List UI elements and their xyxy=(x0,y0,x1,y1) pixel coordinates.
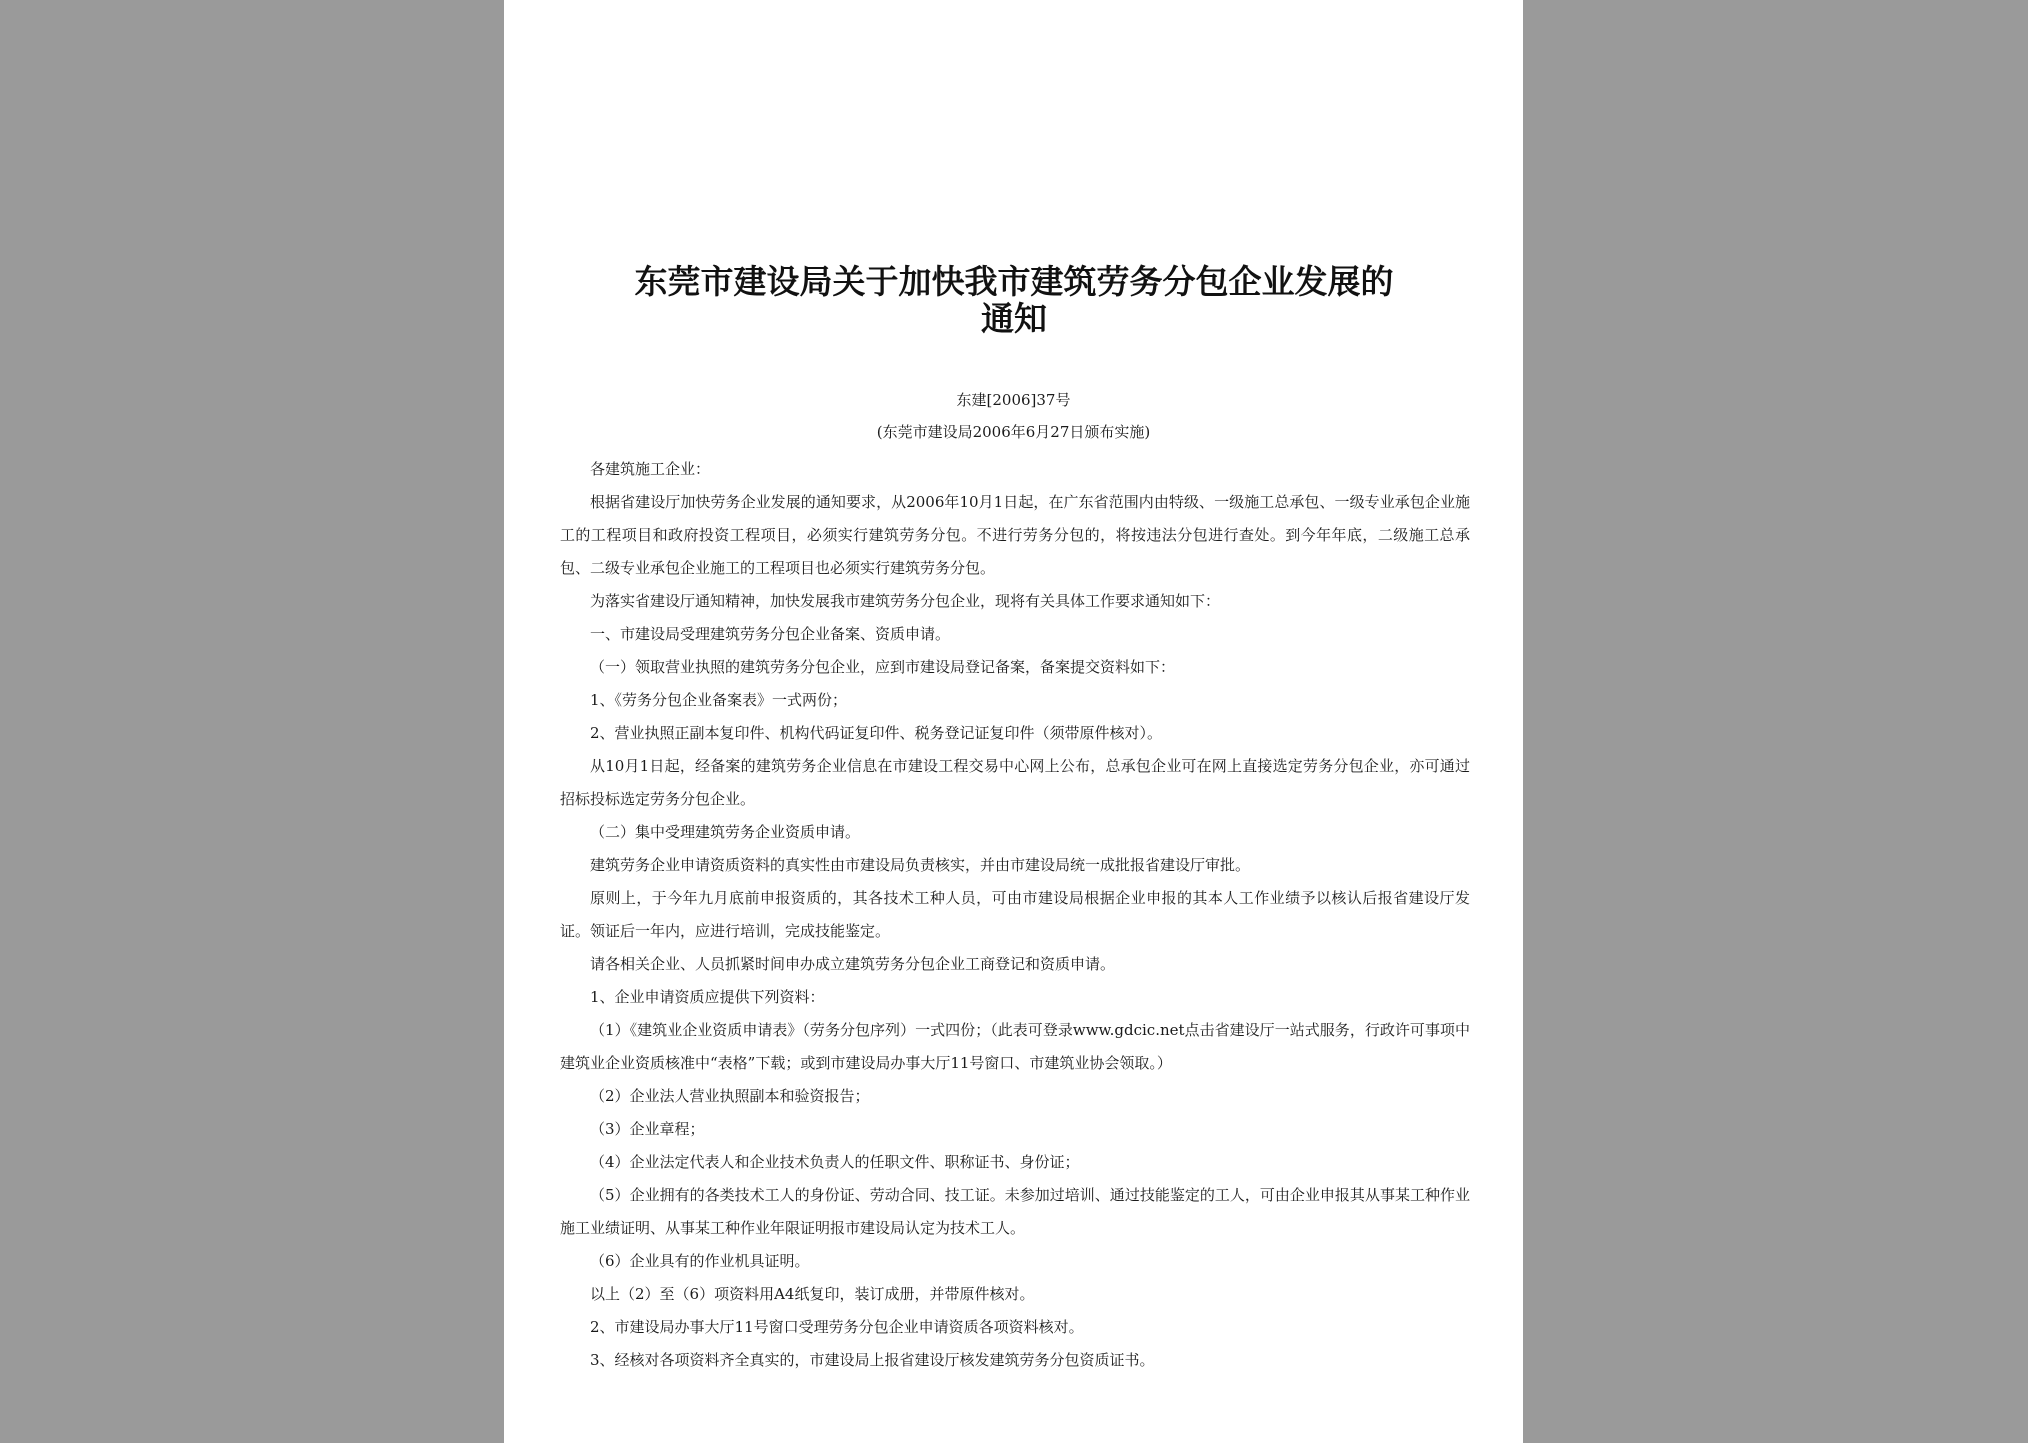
paragraph: 请各相关企业、人员抓紧时间申办成立建筑劳务分包企业工商登记和资质申请。 xyxy=(590,955,1116,973)
document-number: 东建[2006]37号 xyxy=(956,391,1071,409)
list-item: 1、企业申请资质应提供下列资料： xyxy=(590,988,825,1006)
list-item: （5）企业拥有的各类技术工人的身份证、劳动合同、技工证。未参加过培训、通过技能鉴定的工人，可由企业申报其从事某工种作业施工业绩证明、从事某工种作业年限证明报市建设局认定为技术工人。 xyxy=(560,1186,1470,1237)
subsection-heading: （一）领取营业执照的建筑劳务分包企业，应到市建设局登记备案，备案提交资料如下： xyxy=(590,658,1176,676)
paragraph: 建筑劳务企业申请资质资料的真实性由市建设局负责核实，并由市建设局统一成批报省建设厅审批。 xyxy=(590,856,1251,874)
list-item: 1、《劳务分包企业备案表》一式两份； xyxy=(590,691,848,709)
paragraph: 以上（2）至（6）项资料用A4纸复印，装订成册，并带原件核对。 xyxy=(590,1285,1035,1303)
section-heading: 一、市建设局受理建筑劳务分包企业备案、资质申请。 xyxy=(590,625,951,643)
list-item: （3）企业章程； xyxy=(590,1120,705,1138)
list-item: （6）企业具有的作业机具证明。 xyxy=(590,1252,810,1270)
paragraph: 根据省建设厅加快劳务企业发展的通知要求，从2006年10月1日起，在广东省范围内由特级、一级施工总承包、一级专业承包企业施工的工程项目和政府投资工程项目，必须实行建筑劳务分包。不进行劳务分包的，将按违法分包进行查处。到今年年底，二级施工总承包、二级专业承包企业施工的工程项目也必须实行建筑劳务分包。 xyxy=(560,493,1470,577)
list-item: （1）《建筑业企业资质申请表》（劳务分包序列）一式四份；（此表可登录www.gdcic.net点击省建设厅一站式服务，行政许可事项中建筑业企业资质核准中“表格”下载；或到市建设局办事大厅11号窗口、市建筑业协会领取。） xyxy=(560,1021,1470,1072)
list-item: （4）企业法定代表人和企业技术负责人的任职文件、职称证书、身份证； xyxy=(590,1153,1080,1171)
list-item: 3、经核对各项资料齐全真实的，市建设局上报省建设厅核发建筑劳务分包资质证书。 xyxy=(590,1351,1155,1369)
document-page xyxy=(504,0,1523,1443)
document-title-line2: 通知 xyxy=(981,299,1047,338)
paragraph: 为落实省建设厅通知精神，加快发展我市建筑劳务分包企业，现将有关具体工作要求通知如下： xyxy=(590,592,1221,610)
subsection-heading: （二）集中受理建筑劳务企业资质申请。 xyxy=(590,823,861,841)
salutation: 各建筑施工企业： xyxy=(590,460,711,478)
list-item: 2、营业执照正副本复印件、机构代码证复印件、税务登记证复印件（须带原件核对）。 xyxy=(590,724,1163,742)
paragraph: 从10月1日起，经备案的建筑劳务企业信息在市建设工程交易中心网上公布，总承包企业可在网上直接选定劳务分包企业，亦可通过招标投标选定劳务分包企业。 xyxy=(560,757,1470,808)
document-title-line1: 东莞市建设局关于加快我市建筑劳务分包企业发展的 xyxy=(634,262,1394,301)
paragraph: 原则上，于今年九月底前申报资质的，其各技术工种人员，可由市建设局根据企业申报的其本人工作业绩予以核认后报省建设厅发证。领证后一年内，应进行培训，完成技能鉴定。 xyxy=(560,889,1470,940)
list-item: （2）企业法人营业执照副本和验资报告； xyxy=(590,1087,870,1105)
list-item: 2、市建设局办事大厅11号窗口受理劳务分包企业申请资质各项资料核对。 xyxy=(590,1318,1084,1336)
issued-note: (东莞市建设局2006年6月27日颁布实施) xyxy=(876,423,1151,441)
document-body xyxy=(560,453,1470,1377)
